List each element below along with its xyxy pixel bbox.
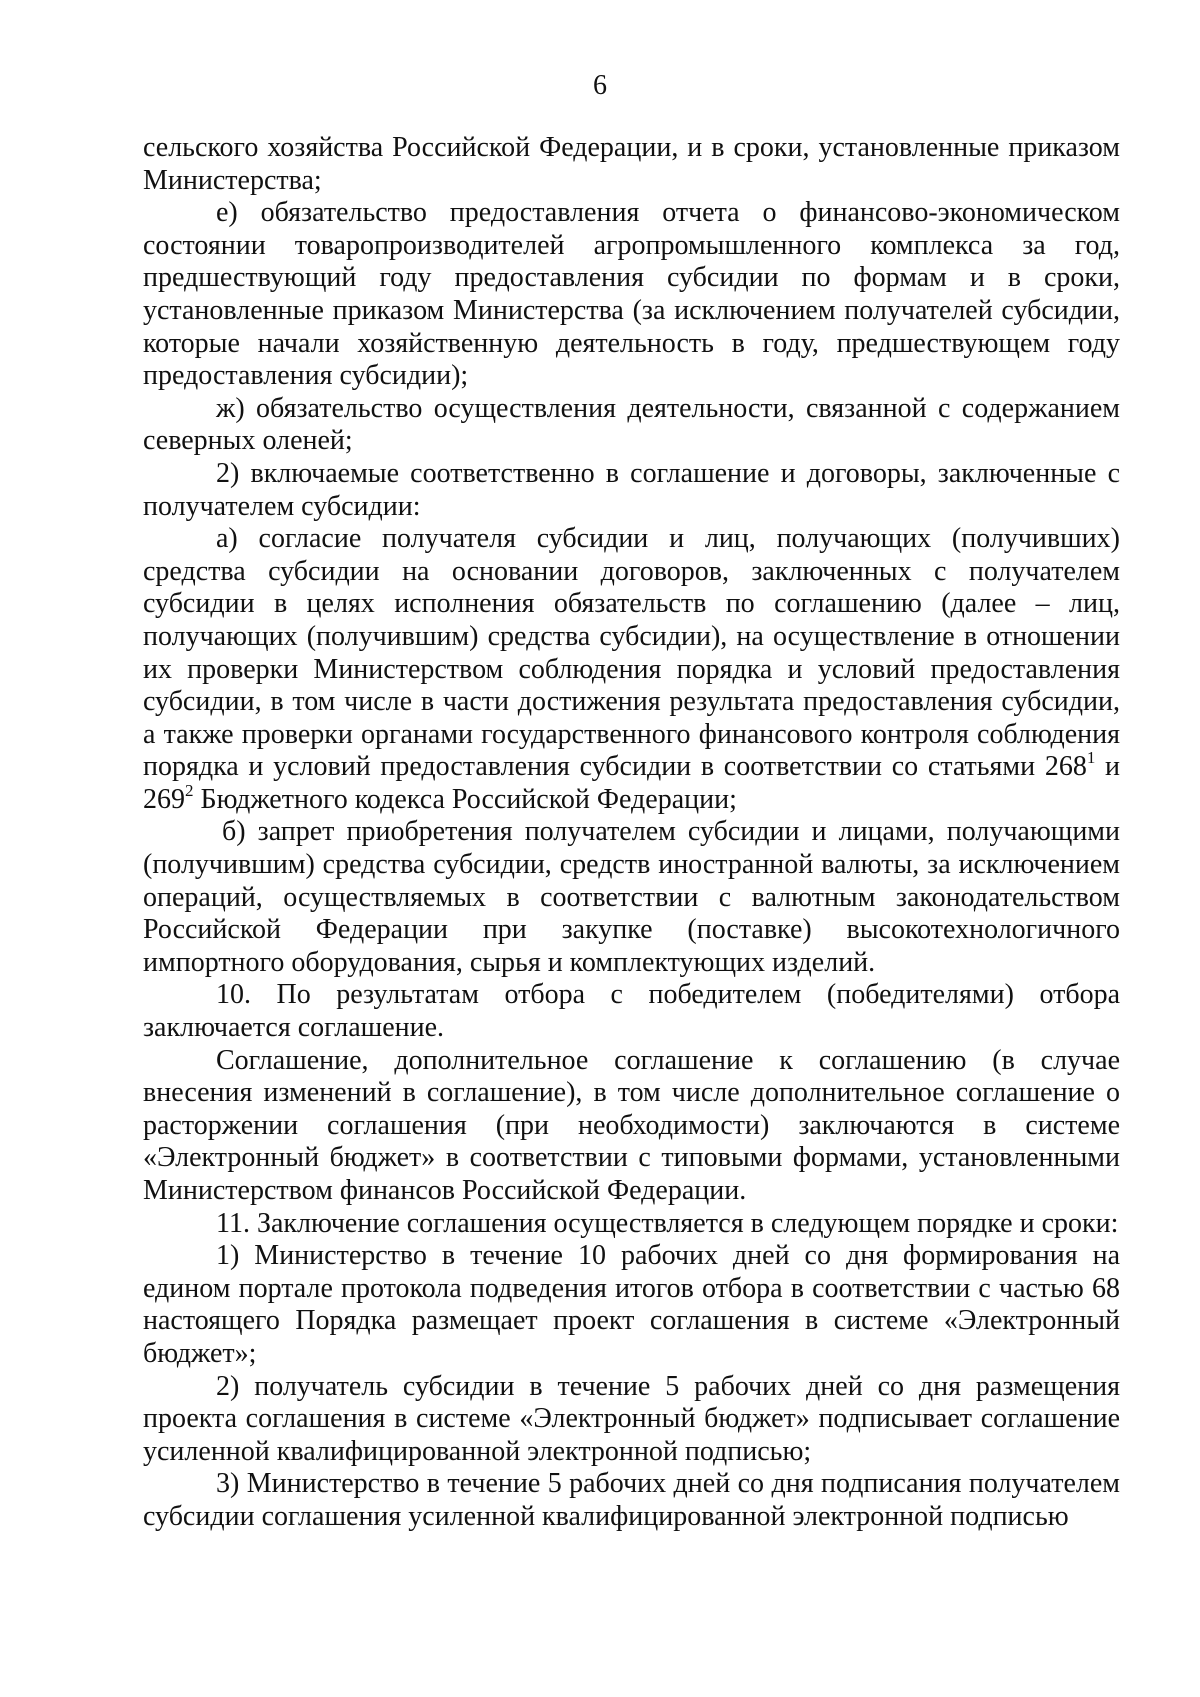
paragraph-step-2: 2) получатель субсидии в течение 5 рабочих дней со дня размещения проекта соглашения в системе «Электронный бюджет» подписывает соглашение усиленной квалифицированной электронной подписью; [143,1370,1120,1467]
page-number: 6 [593,70,607,101]
paragraph-item-a [143,523,1120,816]
paragraph-item-a-text-after: Бюджетного кодекса Российской Федерации; [193,783,737,815]
paragraph-step-1: 1) Министерство в течение 10 рабочих дней со дня формирования на едином портале протокола подведения итогов отбора в соответствии с частью 68 настоящего Порядка размещает проект соглашения в системе «Электронный бюджет»; [143,1240,1120,1369]
paragraph-item-e: е) обязательство предоставления отчета о финансово-экономическом состоянии товаропроизводителей агропромышленного комплекса за год, предшествующий году предоставления субсидии по формам и в сроки, установленные приказом Министерства (за исключением получателей субсидии, которые начали хозяйственную деятельность в году, предшествующем году предоставления субсидии); [143,197,1120,392]
paragraph-item-a-text-middle: и 269 [143,751,1121,815]
document-body [143,132,1120,1534]
paragraph-item-a-text-before: а) согласие получателя субсидии и лиц, получающих (получивших) средства субсидии на основании договоров, заключенных с получателем субсидии в целях исполнения обязательств по соглашению (далее – лиц, получающих (получившим) средства субсидии), на осуществление в отношении их проверки Министерством соблюдения порядка и условий предоставления субсидии, в том числе в части достижения результата предоставления субсидии, а также проверки органами государственного финансового контроля соблюдения порядка и условий предоставления субсидии в соответствии со статьями 268 [143,523,1120,783]
paragraph-clause-10: 10. По результатам отбора с победителем (победителями) отбора заключается соглашение. [143,979,1120,1044]
paragraph-step-3: 3) Министерство в течение 5 рабочих дней со дня подписания получателем субсидии соглашения усиленной квалифицированной электронной подписью [143,1468,1120,1532]
superscript-1: 1 [1086,747,1096,767]
paragraph-agreement: Соглашение, дополнительное соглашение к соглашению (в случае внесения изменений в соглашение), в том числе дополнительное соглашение о расторжении соглашения (при необходимости) заключаются в системе «Электронный бюджет» в соответствии с типовыми формами, установленными Министерством финансов Российской Федерации. [143,1044,1120,1206]
paragraph-item-2: 2) включаемые соответственно в соглашение и договоры, заключенные с получателем субсидии: [143,457,1120,522]
paragraph-clause-11: 11. Заключение соглашения осуществляется в следующем порядке и сроки: [216,1207,1119,1239]
paragraph-item-zh: ж) обязательство осуществления деятельности, связанной с содержанием северных оленей; [143,392,1120,457]
superscript-2: 2 [185,780,194,800]
paragraph-continuation: сельского хозяйства Российской Федерации, и в сроки, установленные приказом Министерства; [143,132,1120,196]
paragraph-item-b: б) запрет приобретения получателем субсидии и лицами, получающими (получившим) средства субсидии, средств иностранной валюты, за исключением операций, осуществляемых в соответствии с валютным законодательством Российской Федерации при закупке (поставке) высокотехнологичного импортного оборудования, сырья и комплектующих изделий. [143,816,1120,978]
